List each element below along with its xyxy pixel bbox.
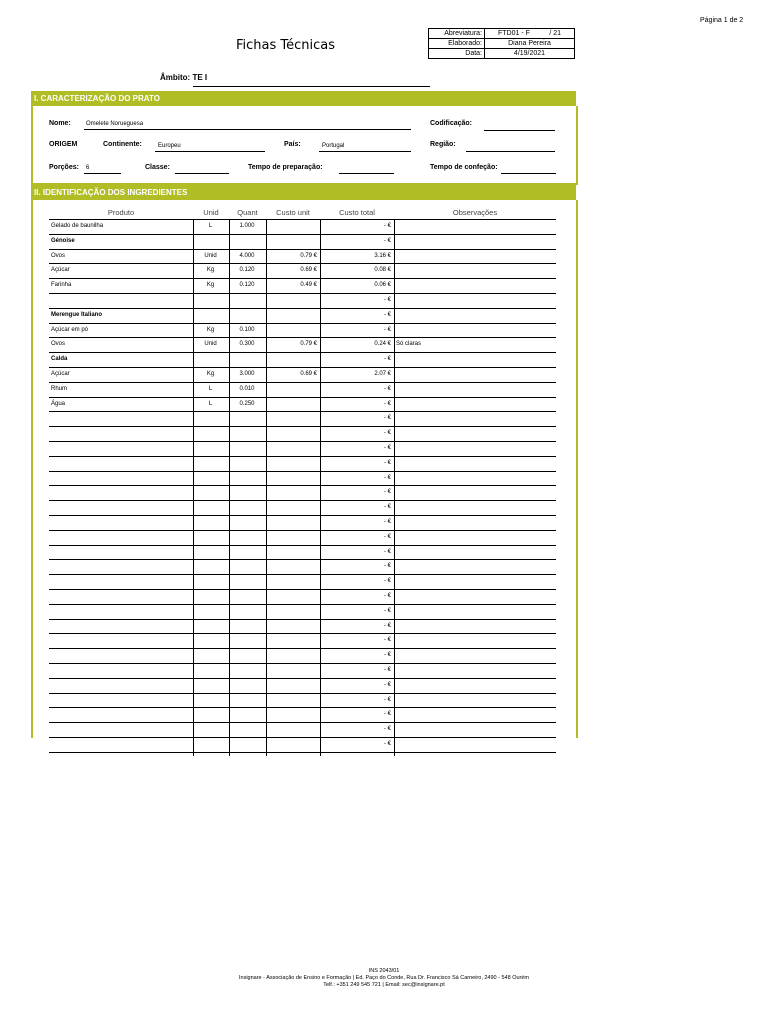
nome-label: Nome: xyxy=(49,120,71,127)
cell-quant[interactable]: 0.100 xyxy=(239,326,255,333)
pais-value: Portugal xyxy=(322,143,345,149)
col-header-custo-unit: Custo unit xyxy=(276,208,310,217)
tempo-conf-field[interactable] xyxy=(501,172,556,174)
pais-label: País: xyxy=(284,141,301,148)
nome-field[interactable] xyxy=(84,128,411,130)
column-divider xyxy=(394,219,395,756)
cell-total[interactable]: - € xyxy=(383,385,391,392)
cell-total[interactable]: - € xyxy=(383,667,391,673)
footer-contacts: Telf.: +351 249 545 721 | Email: sec@insignare.pt xyxy=(323,982,445,988)
cell-total[interactable]: - € xyxy=(383,311,391,318)
origem-label: ORIGEM xyxy=(49,141,78,148)
cell-total[interactable]: - € xyxy=(383,548,391,555)
row-divider xyxy=(49,249,556,250)
row-divider xyxy=(49,722,556,723)
cell-produto[interactable]: Ovos xyxy=(51,341,66,348)
porcoes-label: Porções: xyxy=(49,164,79,171)
row-divider xyxy=(49,737,556,738)
row-divider xyxy=(49,589,556,590)
cell-total[interactable]: - € xyxy=(383,445,391,451)
cell-produto[interactable]: Farinha xyxy=(51,282,72,289)
row-divider xyxy=(49,752,556,753)
cell-unid[interactable]: Unid xyxy=(204,341,217,348)
cell-unid[interactable]: Kg xyxy=(206,326,215,333)
meta-key: Elaborado: xyxy=(429,39,485,49)
cell-total[interactable]: - € xyxy=(383,622,391,629)
meta-value: FTD01 - F / 21 xyxy=(485,29,575,39)
document-title: Fichas Técnicas xyxy=(236,38,336,53)
row-divider xyxy=(49,707,556,708)
row-divider xyxy=(49,663,556,664)
col-header-quant: Quant xyxy=(237,208,258,217)
cell-total[interactable]: - € xyxy=(383,563,391,570)
cell-total[interactable]: - € xyxy=(383,681,391,688)
tempo-conf-label: Tempo de confeção: xyxy=(430,164,498,171)
meta-value: Diana Pereira xyxy=(485,39,575,49)
cell-total[interactable]: 0.06 € xyxy=(374,282,391,289)
cell-unid[interactable]: Kg xyxy=(206,371,215,377)
classe-field[interactable] xyxy=(175,172,229,174)
cell-unid[interactable]: Kg xyxy=(206,267,215,274)
meta-table xyxy=(428,28,575,59)
tempo-prep-field[interactable] xyxy=(339,172,394,174)
cell-produto[interactable]: Açúcar xyxy=(51,267,70,274)
cell-total[interactable]: 0.24 € xyxy=(374,341,391,348)
cell-total[interactable]: - € xyxy=(383,696,391,703)
row-divider xyxy=(49,559,556,560)
row-divider xyxy=(49,574,556,575)
meta-value: 4/19/2021 xyxy=(485,49,575,59)
meta-row-data xyxy=(429,49,575,59)
classe-label: Classe: xyxy=(145,164,170,171)
cell-total[interactable]: - € xyxy=(383,400,391,407)
row-divider xyxy=(49,530,556,531)
section-2-box xyxy=(31,200,578,738)
page-number: Página 1 de 2 xyxy=(700,17,744,24)
row-divider xyxy=(49,604,556,605)
cell-total[interactable]: - € xyxy=(383,237,391,244)
codificacao-field[interactable] xyxy=(484,129,555,131)
row-divider xyxy=(49,441,556,442)
col-header-unid: Unid xyxy=(203,208,219,217)
cell-quant[interactable]: 0.300 xyxy=(239,341,255,348)
col-header-produto: Produto xyxy=(107,208,135,217)
cell-total[interactable]: - € xyxy=(383,430,391,437)
codificacao-label: Codificação: xyxy=(430,120,473,127)
row-divider xyxy=(49,426,556,427)
cell-total[interactable]: 2.07 € xyxy=(374,371,391,377)
tempo-prep-label: Tempo de preparação: xyxy=(248,164,323,171)
porcoes-field[interactable] xyxy=(84,172,121,174)
cell-produto[interactable]: Merengue Italiano xyxy=(51,311,103,318)
meta-row-elaborado xyxy=(429,39,575,49)
row-divider xyxy=(49,545,556,546)
row-divider xyxy=(49,515,556,516)
row-divider xyxy=(49,456,556,457)
cell-unit[interactable]: 0.69 € xyxy=(300,371,317,377)
cell-unid[interactable]: L xyxy=(208,223,213,229)
row-divider xyxy=(49,382,556,383)
cell-unid[interactable]: L xyxy=(208,385,213,392)
cell-quant[interactable]: 0.120 xyxy=(239,282,255,289)
cell-produto[interactable]: Rhum xyxy=(51,385,68,392)
cell-total[interactable]: - € xyxy=(383,652,391,659)
cell-total[interactable]: - € xyxy=(383,741,391,747)
cell-total[interactable]: 0.08 € xyxy=(374,267,391,274)
col-header-custo-total: Custo total xyxy=(339,208,375,217)
meta-row-abreviatura xyxy=(429,29,575,39)
cell-quant[interactable]: 0.120 xyxy=(239,267,255,274)
section-2-header: II. IDENTIFICAÇÃO DOS INGREDIENTES xyxy=(31,185,576,200)
continente-label: Continente: xyxy=(103,141,142,148)
cell-produto[interactable]: Gelado de baunilha xyxy=(51,223,104,229)
continente-value: Europeu xyxy=(158,143,181,149)
cell-quant[interactable]: 3.000 xyxy=(239,371,255,377)
row-divider xyxy=(49,219,556,220)
column-divider xyxy=(229,219,230,756)
pais-field[interactable] xyxy=(319,150,411,152)
row-divider xyxy=(49,500,556,501)
cell-total[interactable]: - € xyxy=(383,578,391,585)
ambito-underline xyxy=(193,85,430,87)
cell-total[interactable]: - € xyxy=(383,593,391,599)
cell-unit[interactable]: 0.79 € xyxy=(300,252,317,259)
continente-field[interactable] xyxy=(155,150,265,152)
footer-address: Insignare - Associação de Ensino e Formação | Ed. Paço do Conde, Rua Dr. Francisco Sá Carneiro, 2490 - 548 Ourém xyxy=(238,975,530,981)
cell-total[interactable]: - € xyxy=(383,533,391,540)
cell-obs[interactable]: Só claras xyxy=(396,341,422,348)
cell-unit[interactable]: 0.79 € xyxy=(300,341,317,348)
cell-unid[interactable]: Unid xyxy=(204,252,217,259)
cell-total[interactable]: - € xyxy=(383,459,391,466)
cell-total[interactable]: - € xyxy=(383,223,391,229)
row-divider xyxy=(49,485,556,486)
cell-produto[interactable]: Água xyxy=(51,400,66,407)
row-divider xyxy=(49,352,556,353)
cell-produto[interactable]: Açúcar em pó xyxy=(51,326,89,333)
row-divider xyxy=(49,471,556,472)
porcoes-value: 6 xyxy=(86,165,90,171)
meta-key: Data: xyxy=(429,49,485,59)
row-divider xyxy=(49,337,556,338)
cell-quant[interactable]: 4.000 xyxy=(239,252,255,259)
row-divider xyxy=(49,693,556,694)
row-divider xyxy=(49,397,556,398)
column-divider xyxy=(320,219,321,756)
row-divider xyxy=(49,323,556,324)
cell-quant[interactable]: 0.250 xyxy=(239,400,255,407)
row-divider xyxy=(49,308,556,309)
row-divider xyxy=(49,633,556,634)
row-divider xyxy=(49,263,556,264)
cell-total[interactable]: - € xyxy=(383,504,391,511)
cell-total[interactable]: - € xyxy=(383,519,391,525)
cell-total[interactable]: - € xyxy=(383,326,391,333)
row-divider xyxy=(49,278,556,279)
regiao-label: Região: xyxy=(430,141,456,148)
column-divider xyxy=(193,219,194,756)
row-divider xyxy=(49,619,556,620)
cell-total[interactable]: - € xyxy=(383,726,391,733)
cell-quant[interactable]: 1.000 xyxy=(239,223,255,229)
cell-produto[interactable]: Ovos xyxy=(51,252,66,259)
row-divider xyxy=(49,678,556,679)
cell-total[interactable]: - € xyxy=(383,356,391,363)
cell-total[interactable]: - € xyxy=(383,489,391,496)
cell-unit[interactable]: 0.49 € xyxy=(300,282,317,289)
cell-total[interactable]: - € xyxy=(383,297,391,303)
column-divider xyxy=(266,219,267,756)
row-divider xyxy=(49,411,556,412)
cell-produto[interactable]: Açúcar xyxy=(51,371,70,377)
cell-total[interactable]: - € xyxy=(383,607,391,614)
cell-unid[interactable]: L xyxy=(208,400,213,407)
cell-total[interactable]: 3.16 € xyxy=(374,252,391,259)
cell-total[interactable]: - € xyxy=(383,415,391,422)
row-divider xyxy=(49,234,556,235)
row-divider xyxy=(49,648,556,649)
cell-quant[interactable]: 0.010 xyxy=(239,385,255,392)
ambito-label: Âmbito: TE I xyxy=(160,73,208,82)
row-divider xyxy=(49,293,556,294)
cell-total[interactable]: - € xyxy=(383,637,391,644)
section-1-header: I. CARACTERIZAÇÃO DO PRATO xyxy=(31,91,576,106)
cell-unit[interactable]: 0.69 € xyxy=(300,267,317,274)
row-divider xyxy=(49,367,556,368)
cell-unid[interactable]: Kg xyxy=(206,282,215,289)
regiao-field[interactable] xyxy=(466,150,555,152)
nome-value: Omelete Norueguesa xyxy=(86,121,144,127)
col-header-observacoes: Observações xyxy=(452,208,498,217)
meta-key: Abreviatura: xyxy=(429,29,485,39)
footer-code: INS 2043/01 xyxy=(368,968,400,974)
cell-produto[interactable]: Calda xyxy=(51,356,68,363)
cell-produto[interactable]: Génoise xyxy=(51,237,75,244)
cell-total[interactable]: - € xyxy=(383,474,391,481)
cell-total[interactable]: - € xyxy=(383,711,391,718)
